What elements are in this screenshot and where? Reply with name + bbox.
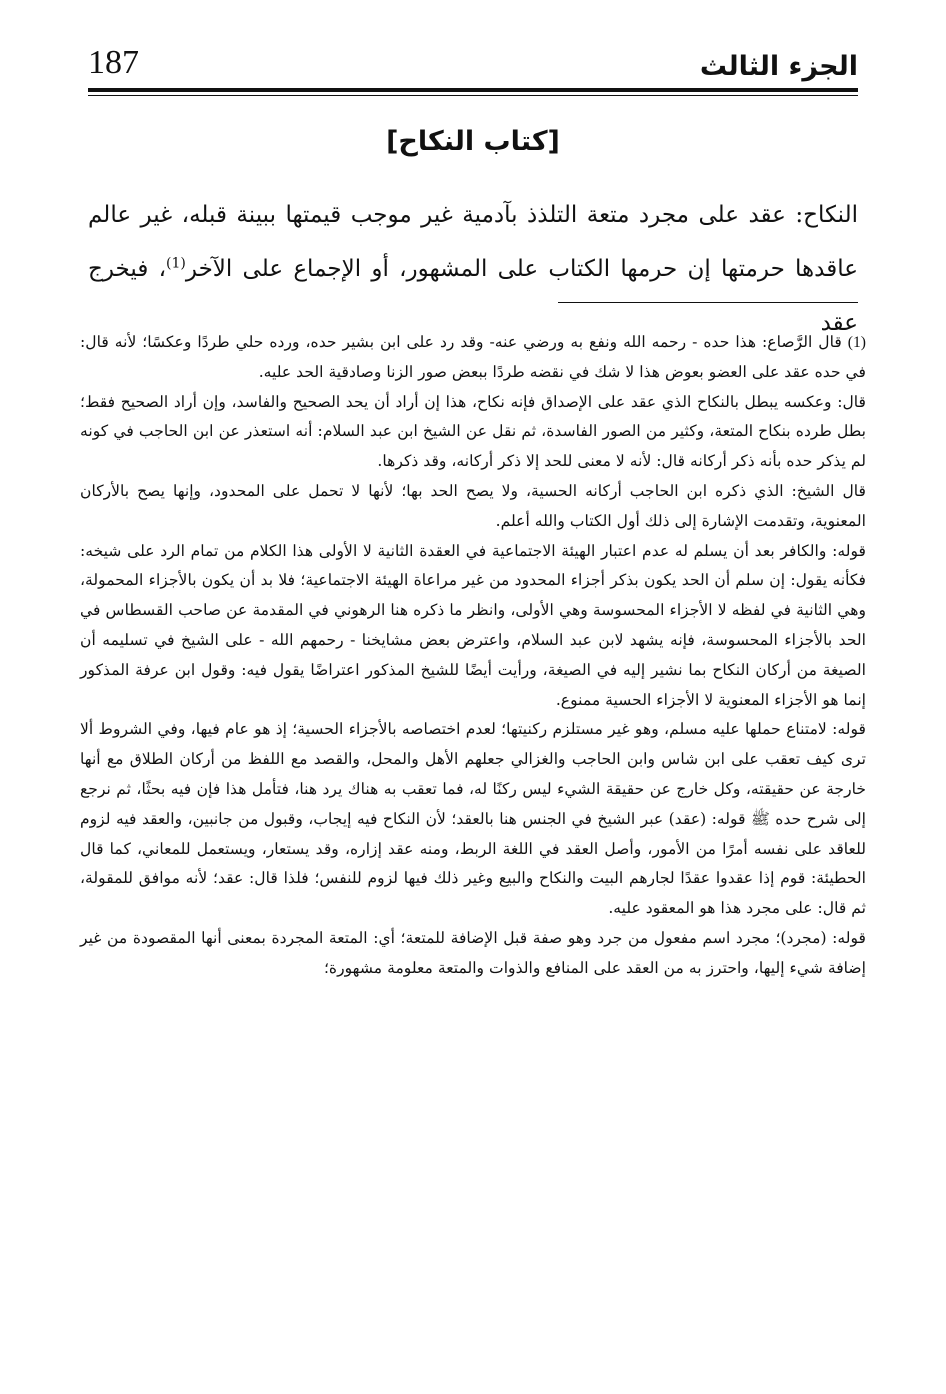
footnote-paragraph-3: قال الشيخ: الذي ذكره ابن الحاجب أركانه الحسية، ولا يصح الحد بها؛ لأنها لا تحمل على المحدود، وإنها يصح بالأركان المعنوية، وتقدمت الإشارة إلى ذلك أول الكتاب والله أعلم.	[80, 481, 866, 530]
footnote-block	[80, 328, 866, 984]
footnote-paragraph-5: قوله: لامتناع حملها عليه مسلم، وهو غير مستلزم ركنيتها؛ لعدم اختصاصه بالأجزاء الحسية؛ إذ هو عام فيها، وفي الشروط ألا ترى كيف تعقب على ابن شاس وابن الحاجب والغزالي جعلهم الأهل والمحل، والقصد مع اللفظ من أركان الطلاق مع أنها خارجة عن حقيقته، وكل خارج عن حقيقة الشيء ليس ركنًا له، فما تعقب به هناك يرد هنا، فتأمل هذا فإن فيه بحثًا، ثم نرجع إلى شرح حده ﷺ قوله: (عقد) عبر الشيخ في الجنس هنا بالعقد؛ لأن النكاح فيه إيجاب، وقبول من جانبين، والعقد فيه لزوم للعاقد على نفسه أمرًا من الأمور، وأصل العقد في اللغة الربط، ومنه عقد إزاره، وقد يستعار، ويستعمل للمعاني، كما قال الحطيئة: قوم إذا عقدوا عقدًا لجارهم البيت والنكاح والبيع وغير ذلك فيها لزوم للنفس؛ فلذا قال: عقد؛ لأنه موافق للمقولة، ثم قال: على مجرد هذا هو المعقود عليه.	[80, 720, 866, 918]
main-paragraph	[88, 188, 858, 350]
footnote-mark: (1)	[847, 334, 866, 351]
footnote-paragraph-2: قال: وعكسه يبطل بالنكاح الذي عقد على الإصداق فإنه نكاح، هذا إن أراد أن يحد الصحيح والفاسد، وإن أراد الصحيح فقط؛ بطل طرده بنكاح المتعة، وكثير من الصور الفاسدة، ثم نقل عن الشيخ ابن عبد السلام: أنه استعذر عن ابن الحاجب في كونه لم يذكر حده بأنه ذكر أركانه قال: لأنه لا معنى للحد إلا ذكر أركانه، وقد ذكرها.	[80, 392, 866, 471]
header-rule-thin	[88, 95, 858, 96]
footnote-paragraph-1	[80, 328, 866, 388]
page-number: 187	[88, 44, 139, 81]
running-header	[88, 30, 858, 88]
chapter-title: [كتاب النكاح]	[386, 126, 560, 157]
footnote-paragraph-text: قال الرَّصاع: هذا حده - رحمه الله ونفع به ورضي عنه- وقد رد على ابن بشير حده، ورده حلي طردًا وعكسًا؛ لأنه قال: في حده عقد على العضو بعوض هذا لا شك في نقضه طردًا ببعض صور الزنا وصادقية الحد عليه.	[80, 333, 866, 381]
header-rule-thick	[88, 88, 858, 92]
footnote-separator	[558, 302, 858, 303]
footnote-paragraph-6: قوله: (مجرد)؛ مجرد اسم مفعول من جرد وهو صفة قبل الإضافة للمتعة؛ أي: المتعة المجردة بمعنى أنها المقصودة من غير إضافة شيء إليها، واحترز به من العقد على المنافع والذوات والمتعة معلومة مشهورة؛	[80, 928, 866, 977]
footnote-reference: (1)	[166, 255, 186, 272]
main-text-part-2: ، فيخرج عقد	[88, 256, 858, 336]
main-text-part-1: النكاح: عقد على مجرد متعة التلذذ بآدمية غير موجب قيمتها ببينة قبله، غير عالم عاقدها حرمتها إن حرمها الكتاب على المشهور، أو الإجماع على الآخر	[88, 202, 858, 282]
footnote-paragraph-4: قوله: والكافر بعد أن يسلم له عدم اعتبار الهيئة الاجتماعية في العقدة الثانية لا الأولى هذا الكلام من تمام الرد على شيخه: فكأنه يقول: إن سلم أن الحد يكون بذكر أجزاء المحدود من غير مراعاة الهيئة الاجتماعية؛ فلا بد أن يكون بالأجزاء المحمولة، وهي الثانية في لفظه لا الأجزاء المحسوسة وهي الأولى، وانظر ما ذكره هنا الرهوني في المقدمة عن صاحب القسطاس في الحد بالأجزاء المحسوسة، فإنه يشهد لابن عبد السلام، واعترض بعض مشايخنا - رحمهم الله - على الشيخ في تسليمه أن الصيغة من أركان النكاح بما نشير إليه في الصيغة، ورأيت أيضًا للشيخ المذكور اعتراضًا يقول فيه: وقول ابن عرفة المذكور إنما هو الأجزاء المعنوية لا الأجزاء الحسية ممنوع.	[80, 541, 866, 709]
part-title: الجزء الثالث	[699, 51, 858, 82]
